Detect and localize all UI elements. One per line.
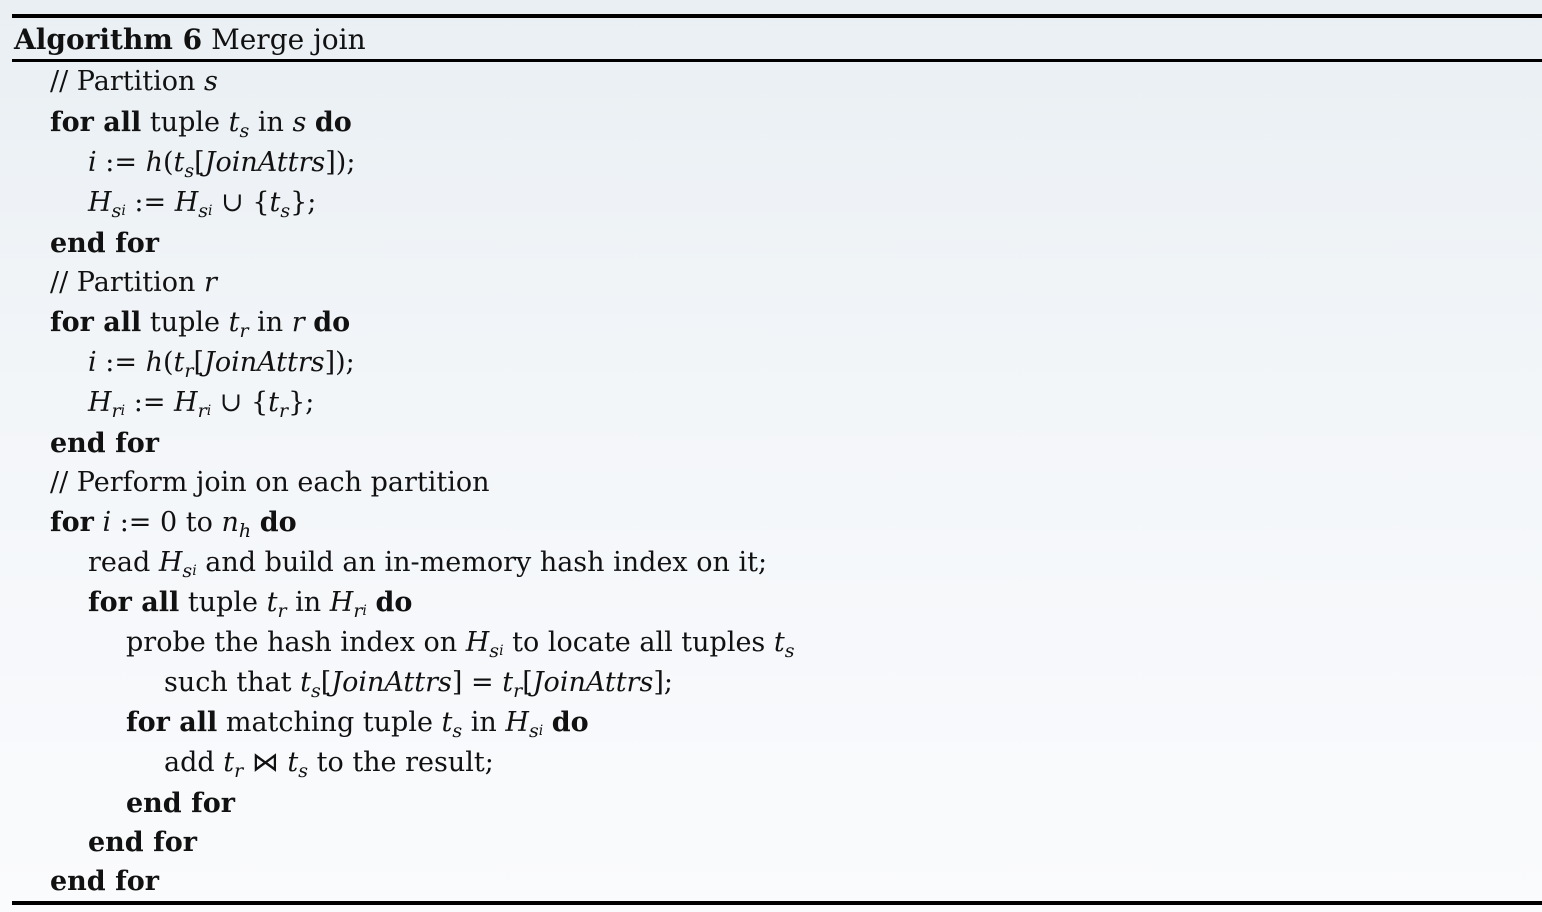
algo-line-12: for i := 0 to $n_h$ do (50, 507, 297, 542)
algo-line-17: for all matching tuple $t_s$ in $H_si$ do (126, 707, 589, 742)
algo-line-18: add $t_r$ ⋈ $t_s$ to the result; (164, 747, 494, 782)
algo-line-15: probe the hash index on $H_si$ to locate all tuples $t_s$ (126, 627, 795, 662)
algo-line-19: end for (126, 788, 235, 819)
caption-rule (12, 59, 1542, 62)
algo-line-14: for all tuple $t_r$ in $H_ri$ do (88, 587, 413, 622)
algo-line-2: for all tuple $t_s$ in s do (50, 107, 352, 142)
algo-line-1: // Partition s (50, 66, 218, 97)
algo-line-3: i := $h(t_s[JoinAttrs])$; (88, 147, 356, 182)
algo-line-9: $H_ri$ := $H_ri$ ∪ $\{t_r\}$; (88, 387, 315, 422)
algo-line-13: read $H_si$ and build an in-memory hash index on it; (88, 547, 768, 582)
top-rule (12, 14, 1542, 18)
algo-line-21: end for (50, 866, 159, 897)
algorithm-caption (14, 24, 366, 56)
algo-line-7: for all tuple $t_r$ in r do (50, 307, 351, 342)
algo-line-5: end for (50, 228, 159, 259)
bottom-rule (12, 901, 1542, 905)
algorithm-title: Merge join (211, 23, 366, 56)
algo-line-6: // Partition r (50, 267, 217, 298)
algo-line-16: such that $t_s[JoinAttrs]$ = $t_r[JoinAttrs]$; (164, 667, 673, 702)
algo-line-20: end for (88, 827, 197, 858)
algo-line-4: $H_si$ := $H_si$ ∪ $\{t_s\}$; (88, 187, 317, 222)
algorithm-label: Algorithm 6 (14, 23, 203, 56)
algo-line-11: // Perform join on each partition (50, 467, 490, 498)
algo-line-8: i := $h(t_r[JoinAttrs])$; (88, 347, 355, 382)
algo-line-10: end for (50, 428, 159, 459)
